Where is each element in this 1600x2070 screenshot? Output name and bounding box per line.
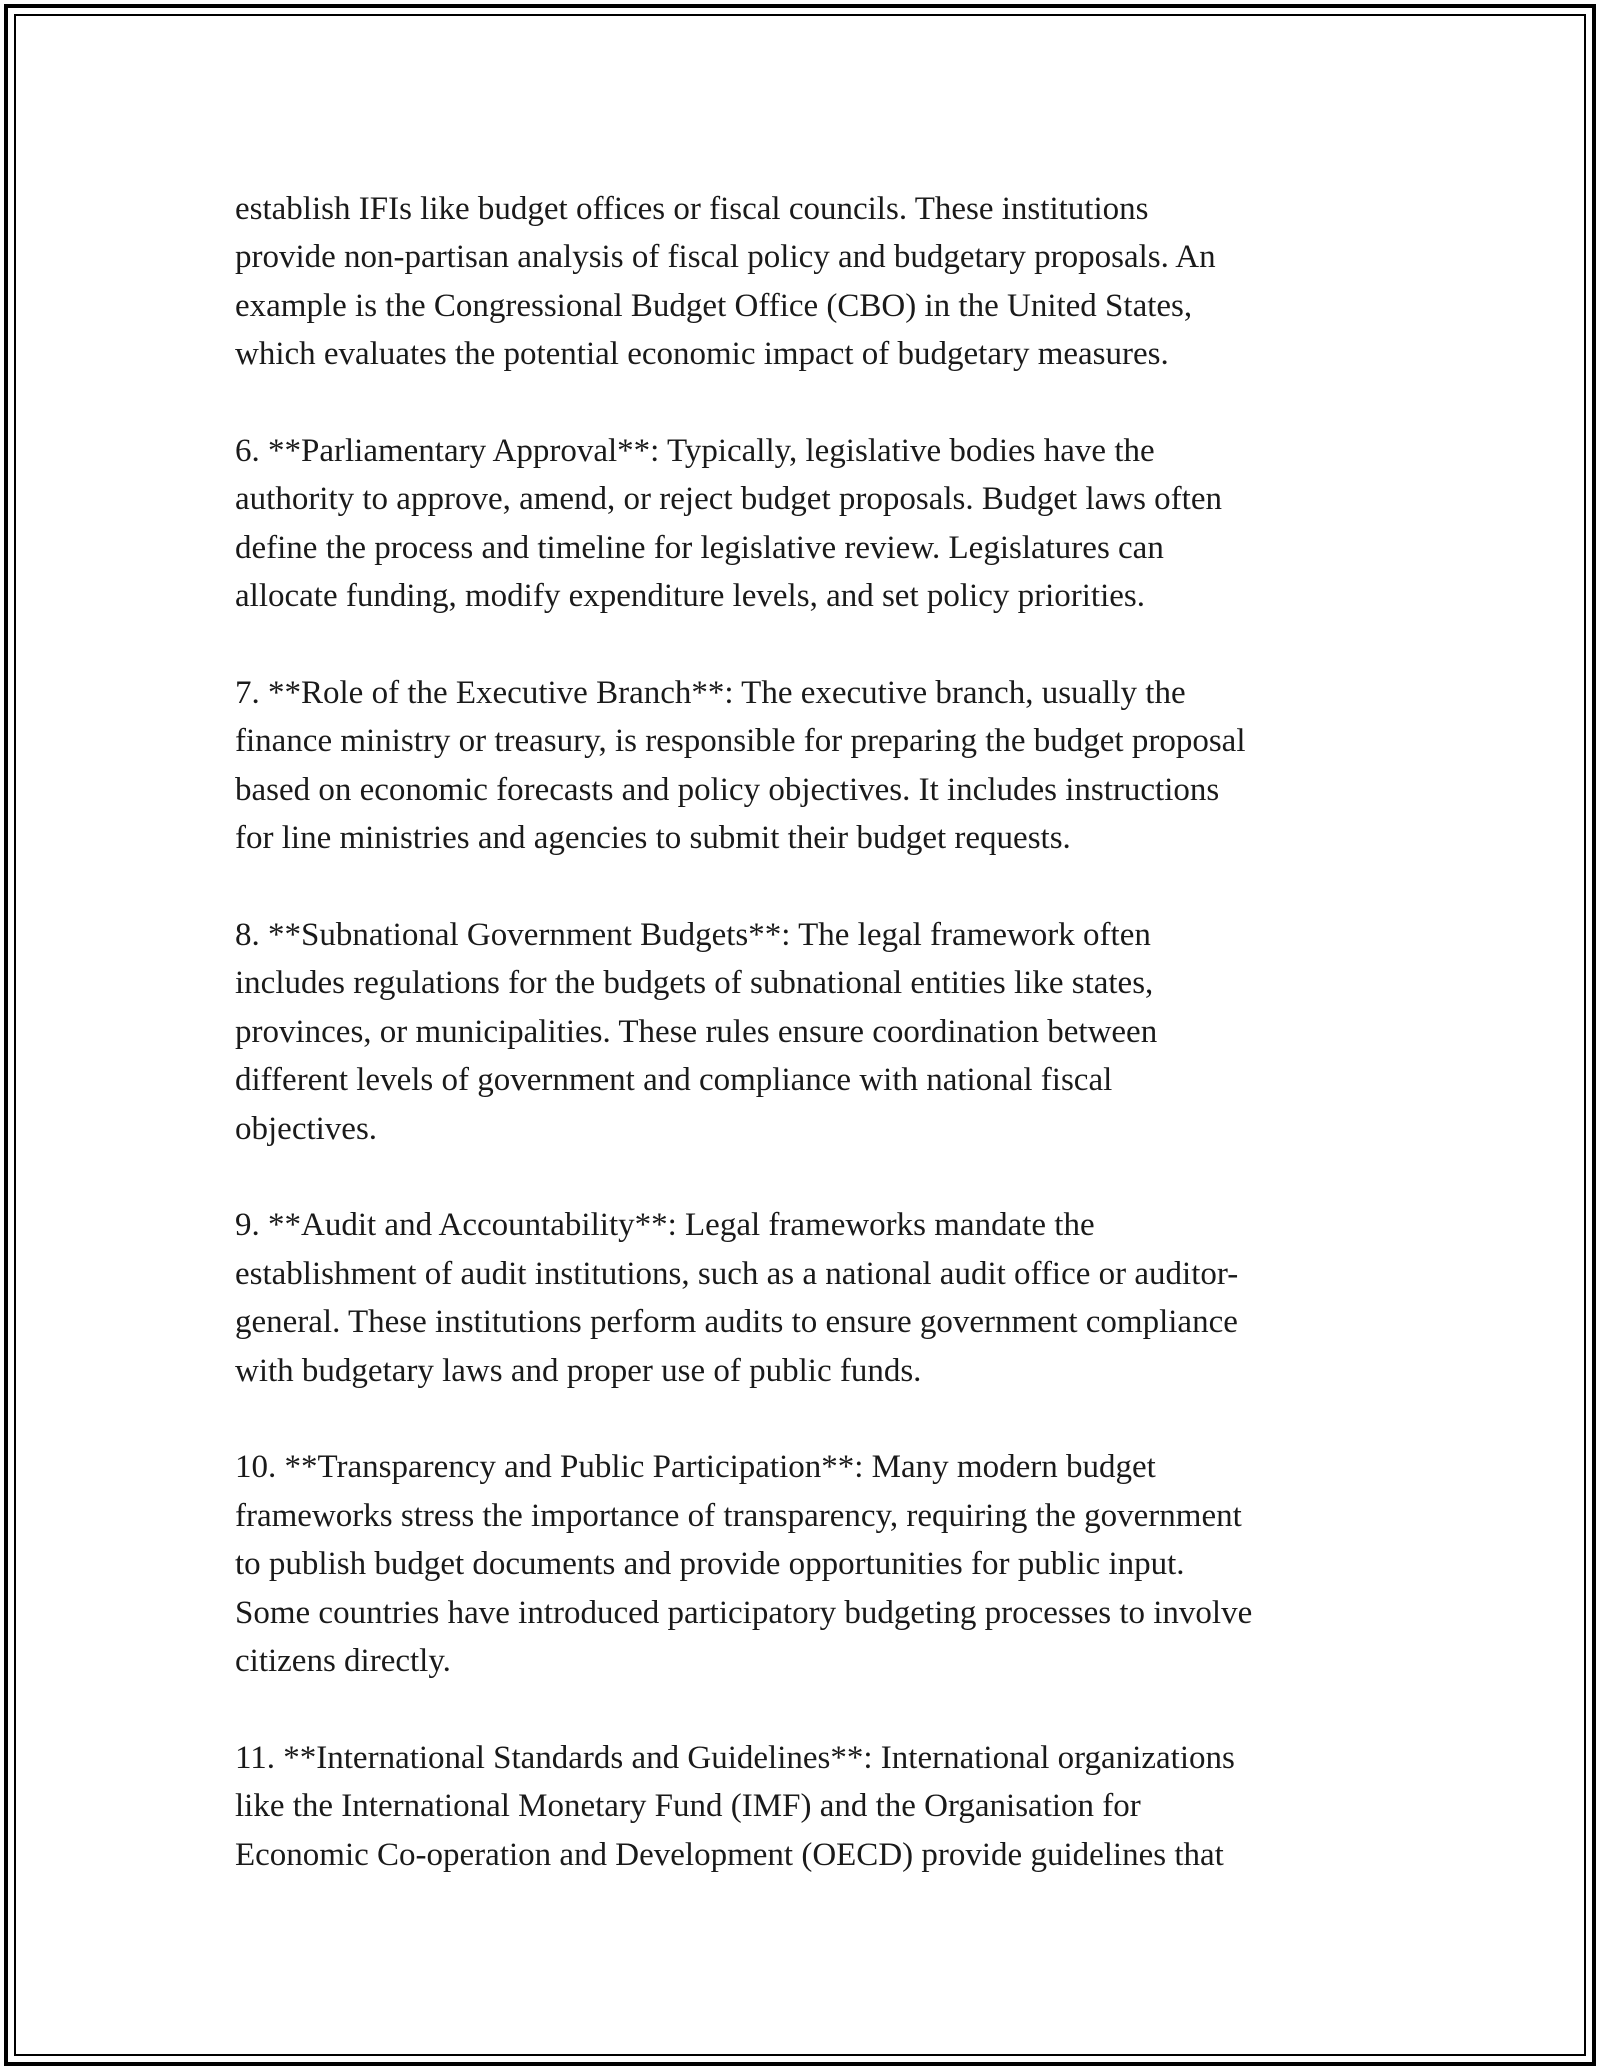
- paragraph-international-standards: 11. **International Standards and Guidelines**: International organizations like the International Monetary Fund (IMF) and the Organisation for Economic Co-operation and Development (OECD) provide guidelines that: [235, 1739, 1235, 1873]
- document-body: [235, 185, 1385, 1879]
- paragraph-audit-accountability: 9. **Audit and Accountability**: Legal frameworks mandate the establishment of audit institutions, such as a national audit office or auditor- general. These institutions perform audits to ensure government compliance with budgetary laws and proper use of public funds.: [235, 1207, 1239, 1389]
- paragraph-transparency-participation: 10. **Transparency and Public Participation**: Many modern budget frameworks stress the importance of transparency, requiring the government to publish budget documents and provide opportunities for public input. Some countries have introduced participatory budgeting processes to involve citizens directly.: [235, 1449, 1253, 1680]
- paragraph-parliamentary-approval: 6. **Parliamentary Approval**: Typically, legislative bodies have the authority to approve, amend, or reject budget proposals. Budget laws often define the process and timeline for legislative review. Legislatures can allocate funding, modify expenditure levels, and set policy priorities.: [235, 433, 1222, 615]
- paragraph-subnational-budgets: 8. **Subnational Government Budgets**: The legal framework often includes regulations for the budgets of subnational entities like states, provinces, or municipalities. These rules ensure coordination between different levels of government and compliance with national fiscal objectives.: [235, 917, 1158, 1147]
- paragraph-executive-branch: 7. **Role of the Executive Branch**: The executive branch, usually the finance ministry or treasury, is responsible for preparing the budget proposal based on economic forecasts and policy objectives. It includes instructions for line ministries and agencies to submit their budget requests.: [235, 675, 1246, 857]
- paragraph-ifi-continuation: establish IFIs like budget offices or fiscal councils. These institutions provide non-partisan analysis of fiscal policy and budgetary proposals. An example is the Congressional Budget Office (CBO) in the United States, which evaluates the potential economic impact of budgetary measures.: [235, 191, 1216, 373]
